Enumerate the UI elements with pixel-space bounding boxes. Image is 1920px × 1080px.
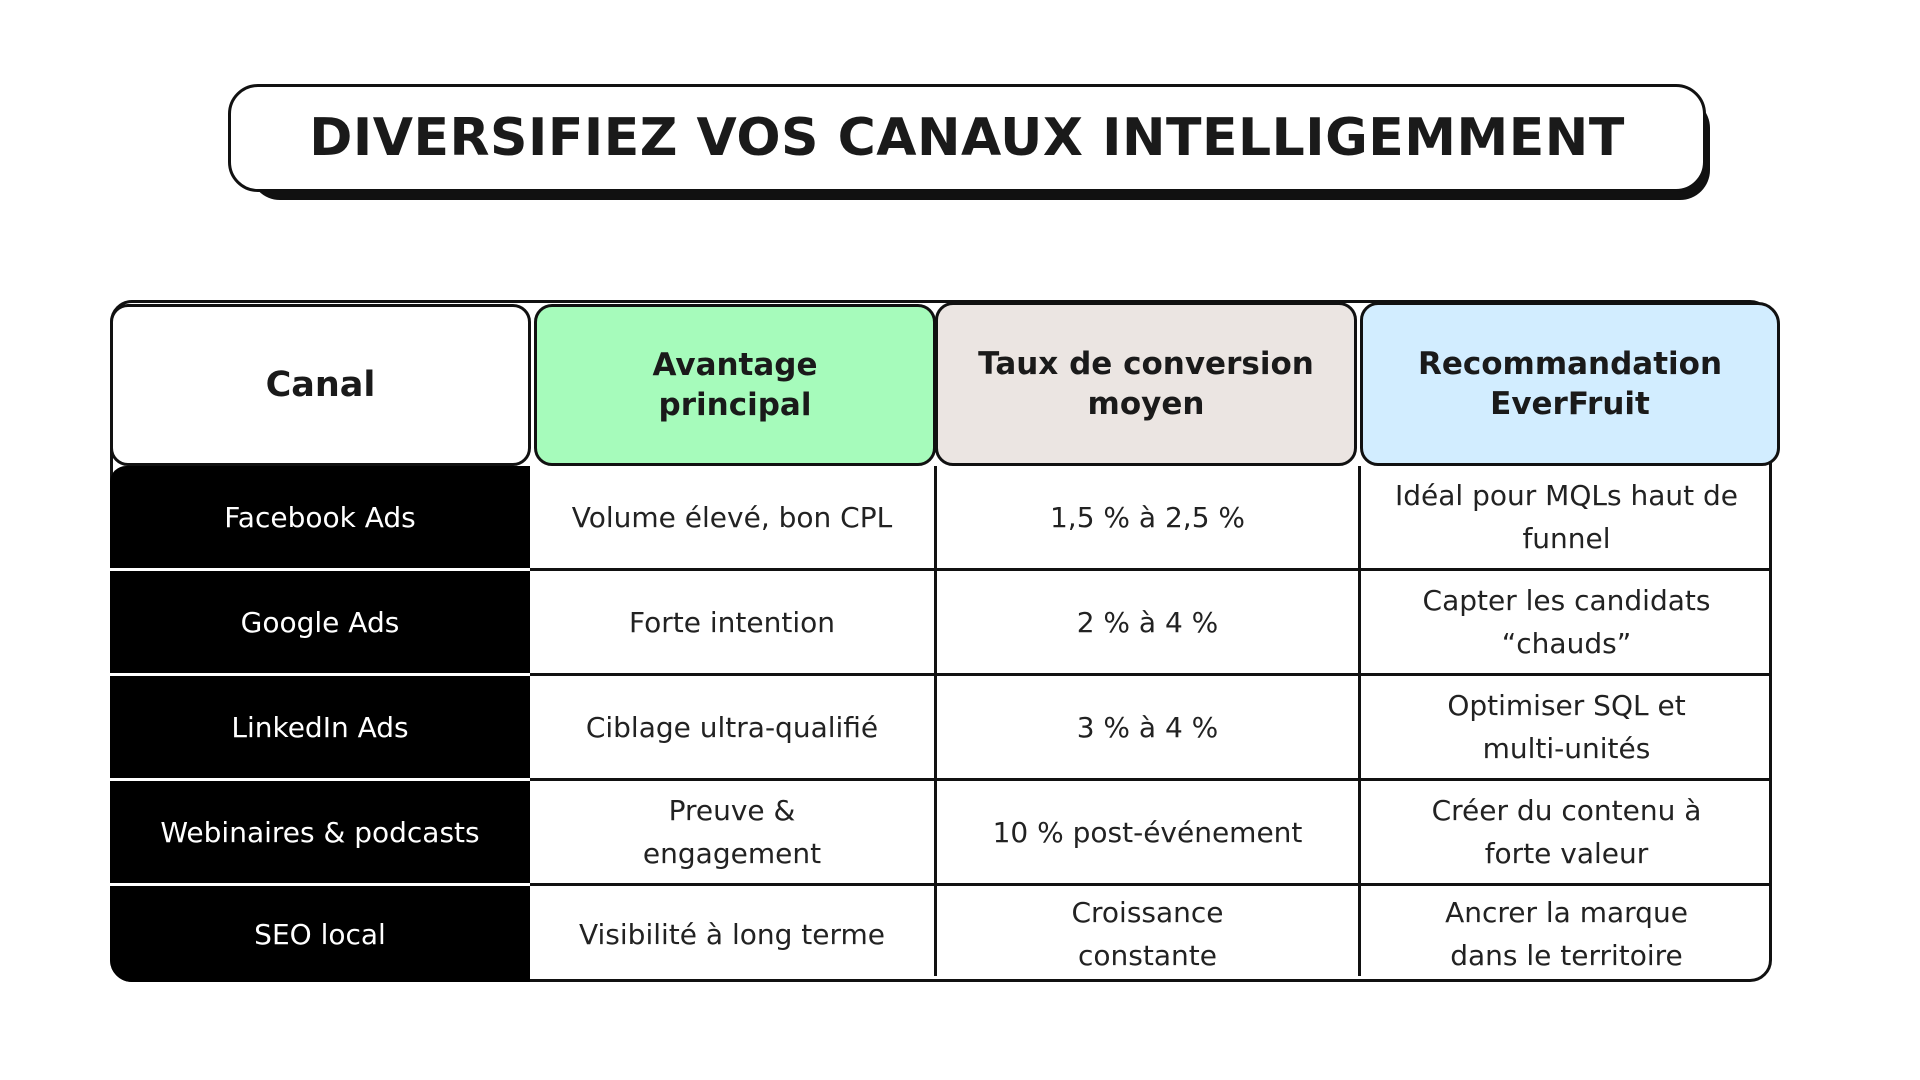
header-recommandation	[1360, 302, 1780, 466]
recommandation-cell	[1361, 781, 1772, 883]
avantage-cell	[530, 781, 934, 883]
canal-label: Webinaires & podcasts	[160, 815, 480, 849]
recommandation-cell	[1361, 571, 1772, 673]
taux-text: 1,5 % à 2,5 %	[1049, 500, 1246, 534]
avantage-cell	[530, 571, 934, 673]
recommandation-text: Ancrer la marque dans le territoire	[1445, 896, 1688, 972]
header-canal	[110, 304, 531, 466]
avantage-cell	[530, 886, 934, 982]
avantage-text: Volume élevé, bon CPL	[571, 500, 893, 534]
recommandation-text: Capter les candidats “chauds”	[1422, 584, 1711, 660]
canal-label: Facebook Ads	[224, 500, 416, 534]
canal-cell	[110, 781, 530, 883]
avantage-cell	[530, 676, 934, 778]
canal-label: SEO local	[254, 917, 386, 951]
channels-table	[110, 300, 1772, 982]
avantage-text: Visibilité à long terme	[578, 917, 886, 951]
recommandation-text: Créer du contenu à forte valeur	[1431, 794, 1702, 870]
title-box	[228, 84, 1706, 192]
taux-cell	[937, 466, 1358, 568]
page-title: DIVERSIFIEZ VOS CANAUX INTELLIGEMMENT	[309, 108, 1625, 168]
taux-text: 2 % à 4 %	[1076, 605, 1219, 639]
canal-cell	[110, 886, 530, 982]
recommandation-cell	[1361, 676, 1772, 778]
header-taux	[935, 302, 1357, 466]
recommandation-text: Idéal pour MQLs haut de funnel	[1395, 479, 1738, 555]
taux-cell	[937, 886, 1358, 982]
recommandation-cell	[1361, 466, 1772, 568]
header-avantage	[534, 304, 936, 466]
canal-cell	[110, 676, 530, 778]
header-taux-label: Taux de conversion moyen	[978, 346, 1314, 422]
taux-text: 10 % post-événement	[992, 815, 1303, 849]
recommandation-cell	[1361, 886, 1772, 982]
avantage-text: Ciblage ultra-qualifié	[585, 710, 879, 744]
recommandation-text: Optimiser SQL et multi-unités	[1447, 689, 1686, 765]
header-canal-label: Canal	[265, 365, 376, 405]
taux-cell	[937, 571, 1358, 673]
taux-text: Croissance constante	[1071, 896, 1224, 972]
avantage-text: Preuve & engagement	[642, 794, 822, 870]
canal-column	[110, 466, 530, 982]
header-avantage-label: Avantage principal	[652, 347, 818, 423]
taux-cell	[937, 676, 1358, 778]
canal-label: Google Ads	[240, 605, 400, 639]
taux-cell	[937, 781, 1358, 883]
avantage-text: Forte intention	[629, 605, 835, 639]
canal-cell	[110, 571, 530, 673]
taux-text: 3 % à 4 %	[1076, 710, 1219, 744]
canal-cell	[110, 466, 530, 568]
avantage-cell	[530, 466, 934, 568]
header-recommandation-label: Recommandation EverFruit	[1417, 346, 1723, 422]
canal-label: LinkedIn Ads	[231, 710, 409, 744]
title-banner	[228, 84, 1712, 198]
